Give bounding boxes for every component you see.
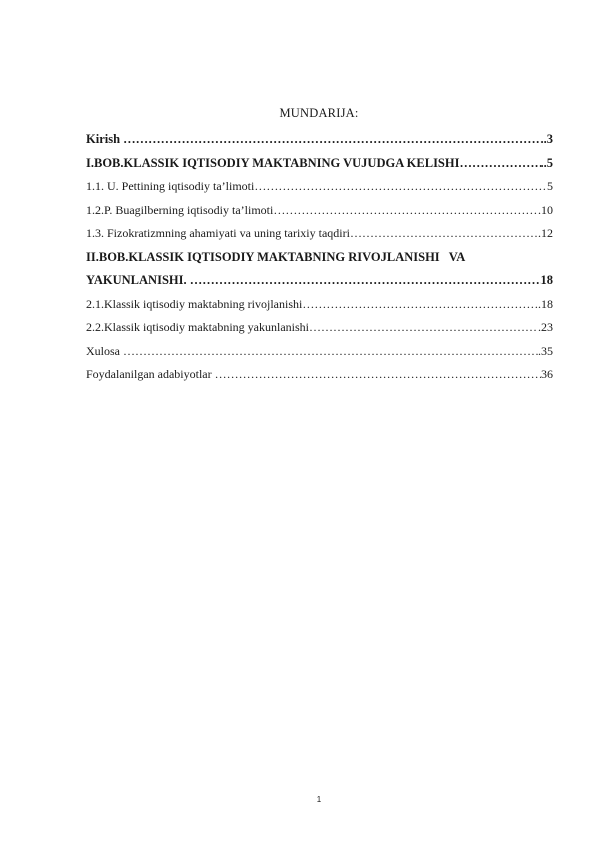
toc-entry-label: 2.2.Klassik iqtisodiy maktabning yakunlanishi: [86, 320, 309, 334]
toc-entry-references[interactable]: [86, 363, 553, 387]
toc-entry-label: Xulosa: [86, 343, 123, 358]
toc-entry-page: 5: [547, 179, 553, 193]
dot-leader: [190, 269, 541, 293]
toc-entry-page: .12: [538, 226, 553, 240]
toc-entry-label: 1.1. U. Pettining iqtisodiy ta’limoti: [86, 179, 255, 193]
toc-entry-page: ..5: [540, 155, 553, 170]
dot-leader: [350, 222, 538, 246]
toc-entry-2-2[interactable]: [86, 316, 553, 340]
toc-entry-page: ..3: [540, 132, 553, 146]
toc-entry-label: YAKUNLANISHI.: [86, 273, 190, 287]
toc-entry-label: 1.3. Fizokratizmning ahamiyati va uning tarixiy taqdiri: [86, 226, 350, 240]
dot-leader: [309, 316, 538, 340]
toc-entry-2-1[interactable]: [86, 293, 553, 317]
table-of-contents: [86, 128, 553, 387]
toc-entry-label: I.BOB.KLASSIK IQTISODIY MAKTABNING VUJUDGA KELISHI: [86, 155, 460, 170]
toc-entry-page: 18: [540, 273, 553, 287]
toc-entry-page: .18: [538, 296, 553, 311]
toc-title: MUNDARIJA:: [279, 106, 359, 120]
toc-entry-label: Kirish: [86, 132, 124, 146]
dot-leader: [273, 199, 538, 223]
toc-entry-1-3[interactable]: [86, 222, 553, 246]
dot-leader: [123, 340, 538, 364]
toc-entry-label: II.BOB.KLASSIK IQTISODIY MAKTABNING RIVOJLANISHI VA: [86, 249, 466, 264]
toc-entry-page: .35: [538, 343, 553, 358]
dot-leader: [123, 128, 540, 152]
toc-entry-label: 2.1.Klassik iqtisodiy maktabning rivojlanishi: [86, 296, 303, 311]
toc-entry-page: 36: [541, 367, 553, 381]
toc-entry-kirish[interactable]: [86, 128, 553, 152]
dot-leader: [254, 175, 547, 199]
toc-entry-chapter-2-line-1[interactable]: [86, 246, 553, 270]
toc-entry-1-1[interactable]: [86, 175, 553, 199]
toc-entry-chapter-2-line-2[interactable]: [86, 269, 553, 293]
toc-entry-1-2[interactable]: [86, 199, 553, 223]
dot-leader: [459, 152, 540, 176]
toc-entry-chapter-1[interactable]: [86, 152, 553, 176]
toc-entry-page: .10: [538, 202, 553, 217]
page-number: 1: [316, 795, 322, 804]
toc-entry-xulosa[interactable]: [86, 340, 553, 364]
toc-entry-label: Foydalanilgan adabiyotlar: [86, 367, 215, 381]
toc-entry-label: 1.2.P. Buagilberning iqtisodiy ta’limoti: [86, 202, 274, 217]
dot-leader: [215, 363, 541, 387]
dot-leader: [302, 293, 538, 317]
toc-entry-page: .23: [538, 320, 553, 334]
